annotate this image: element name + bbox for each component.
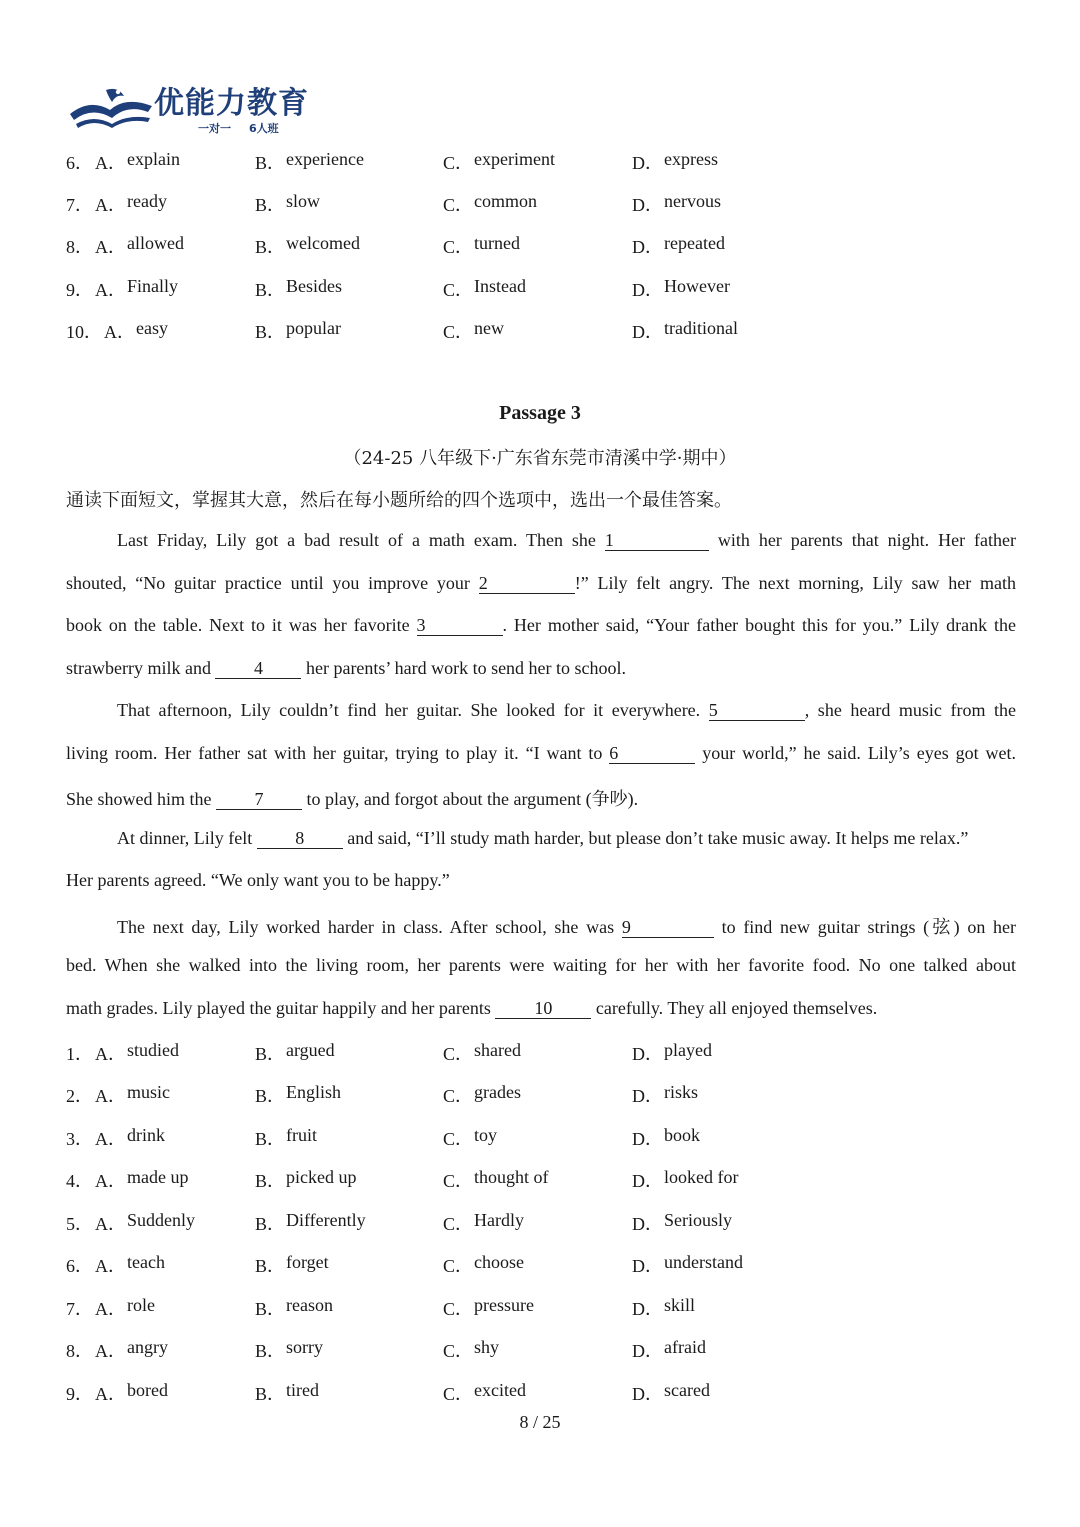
option-text: 8． (66, 237, 93, 257)
option-text: turned (474, 233, 520, 253)
option-text: D． (632, 153, 663, 173)
option-text: picked up (286, 1167, 357, 1187)
option-text: popular (286, 318, 341, 338)
option-text: B． (255, 1214, 286, 1234)
option-text: sorry (286, 1337, 323, 1357)
text-segment: / (532, 1412, 538, 1432)
option-row (0, 1082, 1080, 1112)
passage-line (117, 530, 1016, 551)
option-text: B． (255, 1341, 286, 1361)
option-text: scared (664, 1380, 710, 1400)
option-text: A． (95, 1044, 126, 1064)
option-text: shy (474, 1337, 500, 1357)
option-text: A． (95, 1086, 126, 1106)
option-text: C． (443, 1044, 474, 1064)
text-segment: your world,” he said. Lily’s eyes got wet. (702, 743, 1017, 763)
option-text: A． (95, 1256, 126, 1276)
option-text: choose (474, 1252, 524, 1272)
brand-logo (66, 78, 336, 138)
option-row (0, 1125, 1080, 1155)
option-text: Finally (127, 276, 179, 296)
option-text: role (127, 1295, 155, 1315)
option-text: shared (474, 1040, 521, 1060)
option-text: tired (286, 1380, 319, 1400)
option-text: experience (286, 149, 364, 169)
option-text: understand (664, 1252, 743, 1272)
option-text: 1． (66, 1044, 93, 1064)
passage-title: Passage 3 (499, 402, 581, 424)
option-text: D． (632, 1129, 663, 1149)
passage-line (66, 615, 1016, 636)
option-text: forget (286, 1252, 329, 1272)
option-text: 4． (66, 1171, 93, 1191)
option-text: repeated (664, 233, 725, 253)
option-text: A． (95, 1299, 126, 1319)
option-text: English (286, 1082, 342, 1102)
blank-10[interactable]: 10 (495, 998, 591, 1019)
option-text: Suddenly (127, 1210, 196, 1230)
option-text: A． (95, 1129, 126, 1149)
option-text: C． (443, 195, 474, 215)
text-segment: 一对一 (198, 122, 231, 135)
option-text: Seriously (664, 1210, 733, 1230)
option-text: B． (255, 322, 286, 342)
option-text: D． (632, 1086, 663, 1106)
option-row (0, 1167, 1080, 1197)
option-text: A． (104, 322, 135, 342)
option-text: C． (443, 322, 474, 342)
text-segment: At dinner, Lily felt (117, 828, 253, 848)
option-text: played (664, 1040, 712, 1060)
option-text: B． (255, 1171, 286, 1191)
passage-line: Her parents agreed. “We only want you to be happy.” (66, 870, 450, 890)
option-text: A． (95, 280, 126, 300)
option-text: 7． (66, 1299, 93, 1319)
option-text: D． (632, 1299, 663, 1319)
option-text: bored (127, 1380, 168, 1400)
text-segment: book on the table. Next to it was her favorite (66, 615, 410, 635)
option-row (0, 1210, 1080, 1240)
text-segment: . Her mother said, “Your father bought this for you.” Lily drank the (502, 615, 1016, 635)
option-text: nervous (664, 191, 721, 211)
option-text: B． (255, 1044, 286, 1064)
option-row (0, 1380, 1080, 1410)
option-text: C． (443, 153, 474, 173)
text-segment: Last Friday, Lily got a bad result of a math exam. Then she (117, 530, 596, 550)
option-text: A． (95, 1214, 126, 1234)
option-row (0, 318, 1080, 348)
option-text: D． (632, 1384, 663, 1404)
option-row (0, 1040, 1080, 1070)
option-text: studied (127, 1040, 179, 1060)
text-segment: !” Lily felt angry. The next morning, Lily saw her math (574, 573, 1017, 593)
option-row (0, 233, 1080, 263)
option-text: D． (632, 1341, 663, 1361)
option-text: fruit (286, 1125, 317, 1145)
option-row (0, 1337, 1080, 1367)
option-text: A． (95, 1384, 126, 1404)
option-text: 9． (66, 280, 93, 300)
option-text: C． (443, 1214, 474, 1234)
passage-line (117, 700, 1016, 721)
blank-4[interactable]: 4 (215, 658, 301, 679)
option-text: A． (95, 195, 126, 215)
option-text: 6． (66, 153, 93, 173)
option-text: B． (255, 1256, 286, 1276)
option-row (0, 149, 1080, 179)
option-text: However (664, 276, 730, 296)
book-bird-logo-icon (66, 84, 156, 132)
text-segment: 8 (519, 1412, 529, 1432)
text-segment: to play, and forgot about the argument (争吵). (306, 789, 639, 809)
text-segment: shouted, “No guitar practice until you improve your (66, 573, 470, 593)
passage-line (66, 743, 1016, 764)
option-text: B． (255, 1086, 286, 1106)
option-text: slow (286, 191, 321, 211)
option-text: C． (443, 1341, 474, 1361)
option-text: D． (632, 322, 663, 342)
option-text: book (664, 1125, 700, 1145)
option-text: 3． (66, 1129, 93, 1149)
option-text: Instead (474, 276, 526, 296)
text-segment: She showed him the (66, 789, 212, 809)
option-text: B． (255, 153, 286, 173)
text-segment: carefully. They all enjoyed themselves. (595, 998, 878, 1018)
option-text: toy (474, 1125, 498, 1145)
text-segment: to find new guitar strings (弦) on her (721, 917, 1017, 937)
option-text: music (127, 1082, 170, 1102)
option-text: C． (443, 1256, 474, 1276)
option-text: D． (632, 1171, 663, 1191)
option-text: drink (127, 1125, 165, 1145)
option-text: Differently (286, 1210, 366, 1230)
text-segment: living room. Her father sat with her guitar, trying to play it. “I want to (66, 743, 603, 763)
option-text: traditional (664, 318, 738, 338)
option-text: made up (127, 1167, 189, 1187)
option-text: B． (255, 1129, 286, 1149)
option-text: teach (127, 1252, 165, 1272)
option-text: looked for (664, 1167, 739, 1187)
option-text: C． (443, 237, 474, 257)
blank-3[interactable]: 3 (417, 615, 503, 636)
option-text: thought of (474, 1167, 549, 1187)
option-text: C． (443, 1086, 474, 1106)
option-text: ready (127, 191, 167, 211)
option-text: grades (474, 1082, 521, 1102)
passage-line (66, 573, 1016, 594)
option-text: experiment (474, 149, 555, 169)
blank-1[interactable]: 1 (605, 530, 709, 551)
passage-line: bed. When she walked into the living room, her parents were waiting for her with her favorite food. No one talked about (66, 955, 1016, 975)
option-text: B． (255, 280, 286, 300)
option-text: D． (632, 237, 663, 257)
option-text: argued (286, 1040, 335, 1060)
page-number (0, 1412, 1080, 1433)
text-segment: That afternoon, Lily couldn’t find her guitar. She looked for it everywhere. (117, 700, 701, 720)
option-text: allowed (127, 233, 184, 253)
option-text: express (664, 149, 718, 169)
option-text: C． (443, 1171, 474, 1191)
option-text: 2． (66, 1086, 93, 1106)
option-text: C． (443, 1384, 474, 1404)
text-segment: The next day, Lily worked harder in class. After school, she was (117, 917, 615, 937)
blank-9[interactable]: 9 (622, 917, 714, 938)
option-text: Besides (286, 276, 342, 296)
blank-5[interactable]: 5 (709, 700, 805, 721)
blank-2[interactable]: 2 (479, 573, 575, 594)
option-text: D． (632, 1044, 663, 1064)
blank-8[interactable]: 8 (257, 828, 343, 849)
option-text: angry (127, 1337, 168, 1357)
option-text: common (474, 191, 537, 211)
option-text: A． (95, 1341, 126, 1361)
option-text: explain (127, 149, 180, 169)
passage-line (66, 785, 1016, 811)
text-segment: math grades. Lily played the guitar happily and her parents (66, 998, 491, 1018)
option-text: 6． (66, 1256, 93, 1276)
passage-instruction: 通读下面短文，掌握其大意，然后在每小题所给的四个选项中，选出一个最佳答案。 (66, 490, 732, 511)
option-text: 8． (66, 1341, 93, 1361)
option-text: risks (664, 1082, 699, 1102)
option-text: B． (255, 1384, 286, 1404)
option-text: A． (95, 237, 126, 257)
text-segment: 25 (542, 1412, 561, 1432)
option-row (0, 276, 1080, 306)
passage-line (66, 658, 1016, 679)
option-text: afraid (664, 1337, 706, 1357)
option-text: excited (474, 1380, 526, 1400)
passage-line (66, 998, 1016, 1019)
option-text: B． (255, 1299, 286, 1319)
option-text: new (474, 318, 504, 338)
option-text: skill (664, 1295, 696, 1315)
option-text: C． (443, 280, 474, 300)
brand-sub (198, 120, 297, 136)
option-text: B． (255, 195, 286, 215)
text-segment: , she heard music from the (804, 700, 1016, 720)
option-text: Hardly (474, 1210, 524, 1230)
brand-name: 优能力教育 (154, 86, 309, 121)
option-text: C． (443, 1129, 474, 1149)
option-text: D． (632, 1256, 663, 1276)
option-text: D． (632, 195, 663, 215)
option-text: 5． (66, 1214, 93, 1234)
text-segment: and said, “I’ll study math harder, but please don’t take music away. It helps me relax.” (347, 828, 969, 848)
option-text: 9． (66, 1384, 93, 1404)
passage-line (117, 828, 1016, 849)
option-row (0, 191, 1080, 221)
option-text: C． (443, 1299, 474, 1319)
option-text: D． (632, 1214, 663, 1234)
passage-source: （24-25 八年级下·广东省东莞市清溪中学·期中） (343, 448, 737, 469)
text-segment: strawberry milk and (66, 658, 211, 678)
blank-7[interactable]: 7 (216, 789, 302, 810)
option-text: A． (95, 1171, 126, 1191)
option-text: B． (255, 237, 286, 257)
option-text: 10． (66, 322, 102, 342)
text-segment: her parents’ hard work to send her to school. (305, 658, 627, 678)
option-text: easy (136, 318, 168, 338)
option-row (0, 1295, 1080, 1325)
text-segment: with her parents that night. Her father (717, 530, 1017, 550)
passage-line (117, 913, 1016, 939)
blank-6[interactable]: 6 (609, 743, 695, 764)
option-text: D． (632, 280, 663, 300)
option-text: 7． (66, 195, 93, 215)
text-segment: 6人班 (249, 122, 279, 135)
option-row (0, 1252, 1080, 1282)
option-text: pressure (474, 1295, 534, 1315)
option-text: welcomed (286, 233, 360, 253)
option-text: reason (286, 1295, 333, 1315)
option-text: A． (95, 153, 126, 173)
